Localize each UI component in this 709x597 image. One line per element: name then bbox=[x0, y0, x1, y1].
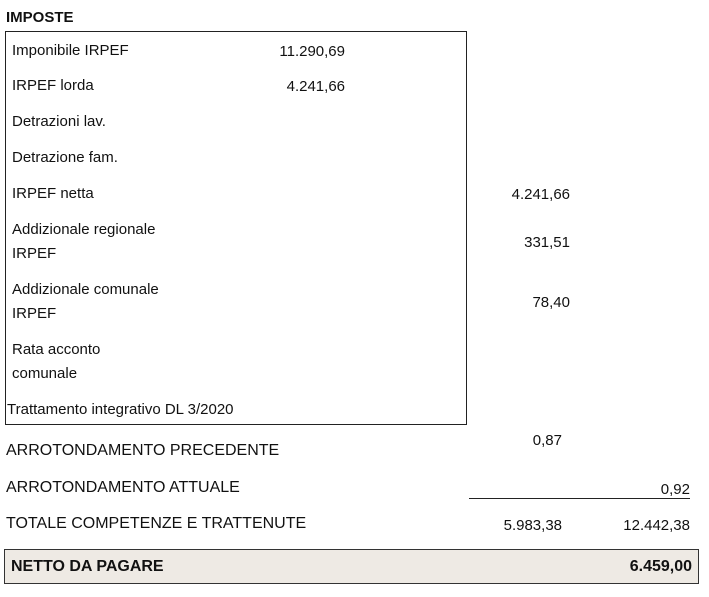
totale-competenze-value: 5.983,38 bbox=[503, 517, 562, 534]
irpef-netta-value: 4.241,66 bbox=[511, 186, 570, 203]
trattamento-integrativo-label: Trattamento integrativo DL 3/2020 bbox=[7, 401, 234, 418]
arrotondamento-precedente-value: 0,87 bbox=[532, 432, 562, 449]
addizionale-regionale-label-2: IRPEF bbox=[12, 245, 57, 262]
arrotondamento-precedente-label: ARROTONDAMENTO PRECEDENTE bbox=[6, 442, 280, 459]
irpef-lorda-label: IRPEF lorda bbox=[12, 77, 94, 94]
addizionale-comunale-label-1: Addizionale comunale bbox=[12, 281, 159, 298]
rata-acconto-label-1: Rata acconto bbox=[12, 341, 101, 358]
totale-trattenute-value: 12.442,38 bbox=[623, 517, 690, 534]
arrotondamento-attuale-label: ARROTONDAMENTO ATTUALE bbox=[6, 479, 240, 496]
addizionale-regionale-value: 331,51 bbox=[524, 234, 570, 251]
detrazioni-lav-label: Detrazioni lav. bbox=[12, 113, 106, 130]
detrazione-fam-label: Detrazione fam. bbox=[12, 149, 118, 166]
netto-label: NETTO DA PAGARE bbox=[11, 558, 164, 575]
irpef-lorda-value: 4.241,66 bbox=[286, 78, 345, 95]
addizionale-regionale-label-1: Addizionale regionale bbox=[12, 221, 156, 238]
imponibile-irpef-value: 11.290,69 bbox=[279, 43, 345, 60]
irpef-netta-label: IRPEF netta bbox=[12, 185, 94, 202]
arrotondamento-attuale-value: 0,92 bbox=[660, 481, 690, 498]
netto-value: 6.459,00 bbox=[629, 558, 692, 575]
addizionale-comunale-value: 78,40 bbox=[532, 294, 570, 311]
section-title: IMPOSTE bbox=[6, 9, 74, 26]
netto-da-pagare-bar bbox=[4, 549, 699, 584]
addizionale-comunale-label-2: IRPEF bbox=[12, 305, 57, 322]
rata-acconto-label-2: comunale bbox=[12, 365, 78, 382]
totale-label: TOTALE COMPETENZE E TRATTENUTE bbox=[6, 515, 307, 532]
imponibile-irpef-label: Imponibile IRPEF bbox=[12, 42, 129, 59]
total-divider bbox=[469, 498, 690, 499]
